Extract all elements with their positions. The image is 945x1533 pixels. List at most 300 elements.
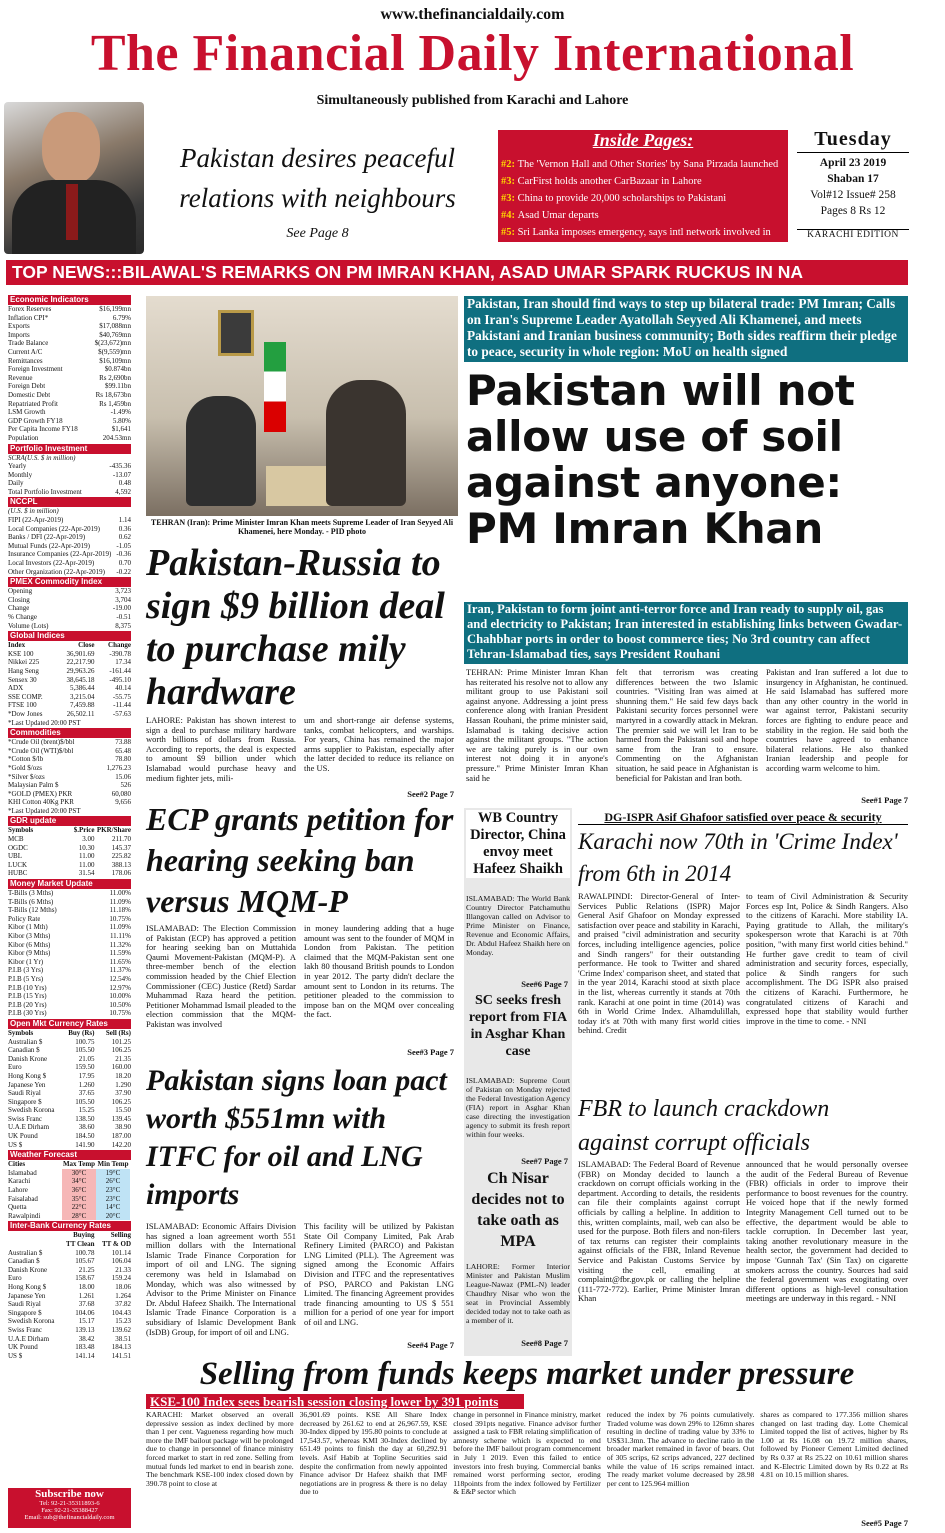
global-indices-table: [8, 641, 131, 718]
econ-row-cell: Exports: [8, 322, 30, 331]
econ-row: [8, 305, 131, 314]
econ-row-cell: Repatriated Profit: [8, 399, 58, 408]
global-row-cell: -390.78: [109, 649, 131, 658]
econ-row-cell: LSM Growth: [8, 408, 46, 417]
nccpl-row: [8, 550, 131, 559]
nccpl-heading: NCCPL: [8, 497, 131, 507]
global-row-cell: -161.44: [109, 666, 131, 675]
inside-page-text: The 'Vernon Hall and Other Stories' by Sana Pirzada launched: [517, 159, 779, 170]
money-market-row: [8, 889, 131, 898]
nisar-body: LAHORE: Former Interior Minister and Pakistan Muslim League-Nawaz (PML-N) leader Chaudhry Nisar who won the seat in Provincial Assembly decided today not to take oath as a member of it.: [466, 1262, 570, 1325]
open-market-header: [8, 1029, 131, 1038]
global-row: [8, 667, 131, 676]
gdr-row-cell: 11.00: [79, 852, 95, 861]
pmex-row-cell: 3,723: [115, 587, 131, 596]
lead-see-page[interactable]: See Page 8: [286, 226, 349, 241]
open-market-row-cell: Swiss Franc: [8, 1114, 43, 1123]
pmex-row-cell: -19.00: [112, 604, 131, 613]
econ-row-cell: Rs 18,673bn: [95, 390, 131, 399]
open-market-row-cell: 160.00: [111, 1063, 131, 1072]
global-row-cell: Hang Seng: [8, 666, 39, 675]
ispr-headline[interactable]: Karachi now 70th in 'Crime Index' from 6th in 2014: [578, 829, 898, 886]
global-header-cell: Index: [8, 641, 26, 650]
interbank-heading: Inter-Bank Currency Rates: [8, 1221, 131, 1231]
open-market-row-cell: 18.20: [115, 1071, 131, 1080]
open-market-row: [8, 1055, 131, 1064]
dateline-pages: Pages 8 Rs 12: [820, 205, 886, 217]
global-row: [8, 701, 131, 710]
pmex-row-cell: Volume (Lots): [8, 621, 49, 630]
econ-row-cell: Revenue: [8, 373, 33, 382]
inside-page-item[interactable]: [501, 190, 788, 207]
weather-header-cell: Max Temp: [62, 1160, 96, 1169]
nccpl-row-cell: -1.05: [116, 541, 131, 550]
weather-table: [8, 1160, 131, 1220]
global-row-cell: 5,386.44: [70, 684, 95, 693]
pmex-row-cell: Opening: [8, 587, 33, 596]
money-market-row-cell: 12.97%: [109, 983, 131, 992]
econ-row-cell: $17,088mn: [99, 322, 131, 331]
subscribe-box[interactable]: [8, 1488, 131, 1528]
weather-cell: 26°C: [96, 1177, 130, 1186]
interbank-row-cell: 141.14: [75, 1351, 95, 1360]
open-market-row-cell: 100.75: [75, 1037, 95, 1046]
money-market-table: [8, 889, 131, 1018]
commodity-row-cell: 1,276.23: [106, 763, 131, 772]
main-see-page[interactable]: See#1 Page 7: [861, 795, 908, 805]
russia-col-1: LAHORE: Pakistan has shown interest to sign a deal to purchase military hardware worth billions of dollars from Russia. According to reports, the deal is expected to amount $9 billion under which Islamabad would purchase heavy and medium fighter jets, mili-: [146, 716, 296, 783]
global-row-cell: 38,645.18: [66, 675, 95, 684]
nccpl-row-cell: -0.36: [116, 550, 131, 559]
sc-headline[interactable]: SC seeks fresh report from FIA in Asghar Khan case: [468, 993, 568, 1059]
russia-headline[interactable]: Pakistan-Russia to sign $9 billion deal to purchase mily hardware: [146, 542, 445, 713]
gdr-row-cell: 145.37: [111, 843, 131, 852]
money-market-row-cell: 10.00%: [109, 992, 131, 1001]
masthead-url[interactable]: www.thefinancialdaily.com: [380, 6, 565, 23]
money-market-row-cell: Kibor (3 Mths): [8, 932, 51, 940]
ispr-kicker: DG-ISPR Asif Ghafoor satisfied over peace & security: [578, 810, 908, 825]
portfolio-heading: Portfolio Investment: [8, 444, 131, 454]
wb-headline[interactable]: WB Country Director, China envoy meet Hafeez Shaikh: [466, 810, 570, 878]
open-market-heading: Open Mkt Currency Rates: [8, 1019, 131, 1029]
dateline-date: April 23 2019: [819, 157, 887, 169]
weather-cell: Karachi: [8, 1177, 31, 1186]
open-market-row-cell: Euro: [8, 1063, 22, 1072]
gdr-header-cell: PKR/Share: [96, 826, 131, 835]
pmex-row: [8, 604, 131, 613]
open-market-row-cell: US $: [8, 1140, 23, 1149]
money-market-row-cell: Kibor (1 Yr): [8, 957, 44, 966]
open-market-row-cell: 1.290: [115, 1080, 131, 1089]
inside-pages-list: [501, 156, 788, 258]
econ-row: [8, 339, 131, 348]
subscribe-phone: Tel: 92-21-35311893-6: [39, 1500, 100, 1507]
weather-cell: Islamabad: [8, 1168, 37, 1177]
commodity-row-cell: *Silver $/ozs: [8, 772, 45, 781]
ecp-col-2: in money laundering adding that a huge amount was sent to the founder of MQM in London from Pakistan. The petition claimed that the MQM-Pakistan sent one lakh 80 thousand British pounds to London in year 2012. The party didn't declare the amount sent to London in its returns. The petitioner pleaded to the commission to impose ban on the MQM over concealing the fact.: [304, 924, 454, 1020]
global-row-cell: 40.14: [115, 684, 131, 693]
gdr-row-cell: 31.54: [78, 869, 95, 878]
russia-see-page[interactable]: See#2 Page 7: [407, 789, 454, 799]
nccpl-row-cell: -0.22: [116, 567, 131, 576]
interbank-header-cell: [8, 1231, 58, 1240]
portfolio-row-cell: 0.48: [118, 479, 131, 488]
bottom-see-page[interactable]: See#5 Page 7: [861, 1518, 908, 1528]
interbank-row-cell: 37.68: [78, 1300, 95, 1309]
open-market-row-cell: 101.25: [111, 1037, 131, 1046]
open-market-row-cell: Singapore $: [8, 1097, 42, 1106]
money-market-row: [8, 898, 131, 907]
weather-cell: 19°C: [96, 1169, 130, 1178]
econ-row-cell: $16,109mn: [99, 356, 131, 365]
open-market-row-cell: 37.65: [78, 1089, 95, 1098]
gdr-row: [8, 852, 131, 861]
sc-see-page[interactable]: See#7 Page 7: [521, 1156, 568, 1166]
commodity-row-cell: *Gold $/ozs: [8, 763, 43, 772]
interbank-row: [8, 1257, 131, 1266]
interbank-row-cell: UK Pound: [8, 1343, 38, 1352]
masthead-title: The Financial Daily International: [90, 25, 855, 82]
nccpl-table: [8, 516, 131, 576]
interbank-subheader: [8, 1240, 131, 1249]
money-market-row: [8, 949, 131, 958]
fbr-col-2: announced that he would personally oversee the audit of the Federal Bureau of Revenue (FBR) officials in order to improve their performance to boost revenues for the country. He voiced hope that if the newly formed Integrity Management Cell turned out to be effective, the department would be able to tackle corruption. In December last year, taking another revolutionary measure in the health sector, the government had decided to impose 'Gunnah Tax' (Sin Tax) on cigarette smokers across the country. Sources had said the federal government was exogitating over different options as high-level consultation meetings are underway in this regard. - NNI: [746, 1160, 908, 1304]
masthead-subtitle: Simultaneously published from Karachi and Lahore: [316, 93, 629, 108]
inside-page-item[interactable]: [501, 207, 788, 224]
gdr-table: [8, 826, 131, 878]
interbank-row-cell: 139.13: [75, 1325, 95, 1334]
weather-cell: 20°C: [96, 1212, 130, 1221]
money-market-row-cell: 10.75%: [109, 1009, 131, 1018]
commodity-row: [8, 738, 131, 747]
ecp-headline[interactable]: ECP grants petition for hearing seeking ban versus MQM-P: [146, 801, 454, 919]
open-market-header-cell: Buy (Rs): [68, 1028, 95, 1037]
itfc-col-2: This facility will be utilized by Pakistan State Oil Company Limited, Pak Arab Refinery Limited (PARCO) and Pakistan LNG Limited (PLL). The Agreement was signed among the Economic Affairs Division and ITFC and the representatives of PSO, PARCO and Pakistan LNG Limited. The financing Agreement provides trade financing amounting to US $ 551 million for a period of one year for import of oil and LNG.: [304, 1222, 454, 1327]
money-market-row: [8, 992, 131, 1001]
global-row: [8, 676, 131, 685]
portfolio-row-cell: -13.07: [112, 470, 131, 479]
nccpl-row-cell: Local Companies (22-Apr-2019): [8, 524, 101, 533]
nccpl-note: (U.S. $ in million): [8, 507, 59, 516]
pmex-row-cell: % Change: [8, 613, 37, 621]
weather-row: [8, 1203, 131, 1212]
ecp-col-1: ISLAMABAD: The Election Commission of Pakistan (ECP) has approved a petition for hearing seeking ban on Muttahida Qaumi Movement-Pakistan (MQM-P). A three-member bench of the election commission headed by the Chief Election Commissioner (CEC) Justice (Retd) Sardar Muhammad Raza heard the petition. Petitioner Mohammad Ismail pleaded to the election commission that the MQM-Pakistan was involved: [146, 924, 296, 1029]
gdr-row-cell: 211.70: [112, 835, 131, 844]
money-market-row-cell: P.I.B (3 Yrs): [8, 966, 44, 975]
bottom-col-2: 36,901.69 points. KSE All Share Index decreased by 261.62 to end at 26,967.59, KSE 30-Index dipped by 195.80 points to conclude at 17,543.57, whereas KMI 30-Index declined by 651.49 points to finish the day at 60,292.91 levels. Asif Habib at Topline Securities said despite the confirmation from newly appointed Finance advisor Dr Hafeez shaikh that IMF negotiations are in progress & there is no delay due to: [299, 1411, 448, 1497]
dateline-day: Tuesday: [814, 128, 892, 150]
interbank-row: [8, 1309, 131, 1318]
global-row-cell: 17.34: [115, 658, 131, 667]
main-col-1: TEHRAN: Prime Minister Imran Khan has reiterated his resolve not to allow any militant group to use Pakistani soil against anyone. Addressing a joint press conference along with Iranian President Hassan Rouhani, the prime minister said, Islamabad is taking decisive action against the militant groups. "The action we are taking purely is in our own interest not doing it in anyone's pressure." Prime Minister Imran Khan said he: [466, 668, 608, 783]
fbr-headline[interactable]: [578, 1092, 908, 1160]
money-market-row-cell: 11.32%: [109, 940, 131, 949]
global-row-cell: KSE 100: [8, 649, 34, 658]
global-row: [8, 710, 131, 719]
portfolio-row-cell: Monthly: [8, 470, 33, 479]
photo-tehran-meeting: [146, 296, 458, 516]
money-market-row-cell: Policy Rate: [8, 914, 41, 923]
photo-caption: TEHRAN (Iran): Prime Minister Imran Khan meets Supreme Leader of Iran Seyyed Ali Khamenei, here Monday. - PID photo: [150, 518, 454, 536]
global-row-cell: FTSE 100: [8, 701, 37, 710]
subscribe-title: Subscribe now: [35, 1488, 104, 1500]
portfolio-row: [8, 471, 131, 480]
interbank-row-cell: Danish Krone: [8, 1265, 48, 1274]
money-market-row: [8, 1009, 131, 1018]
bottom-columns: [146, 1411, 908, 1521]
inside-page-text: Sri Lanka imposes emergency, says intl network involved in attacks: [501, 227, 771, 255]
econ-row: [8, 357, 131, 366]
global-row-cell: Nikkei 225: [8, 658, 40, 667]
main-deck-top: Pakistan, Iran should find ways to step up bilateral trade: PM Imran; Calls on Iran's Supreme Leader Ayatollah Seyyed Ali Khamenei, and meets Pakistani and Iranian business community; Both sides reaffirm their pledge to peace, security in whole region: MoU on health signed: [464, 296, 908, 362]
bottom-col-5: shares as compared to 177.356 million shares changed on last trading day. Lotte Chemical Limited topped the list of actives, higher by Rs 1.00 at Rs 16.08 on 19.72 million shares, followed by Pioneer Cement Limited declined by Rs 0.37 at Rs 25.22 on 10.61 million shares and K-Electric Limited down by Rs 0.22 at Rs 4.81 on 10.15 million shares.: [760, 1411, 908, 1480]
dateline-box: [797, 128, 909, 244]
econ-row: [8, 425, 131, 434]
inside-page-number: #4:: [501, 210, 518, 221]
interbank-row-cell: 18.06: [115, 1282, 131, 1291]
money-market-row-cell: 11.00%: [109, 889, 131, 898]
nccpl-row-cell: Banks / DFI (22-Apr-2019): [8, 533, 86, 542]
open-market-row: [8, 1081, 131, 1090]
market-sidebar: [8, 294, 131, 1360]
econ-row-cell: Per Capita Income FY18: [8, 425, 78, 434]
interbank-row-cell: US $: [8, 1351, 23, 1360]
open-market-row: [8, 1063, 131, 1072]
gdr-row-cell: 3.00: [82, 835, 95, 844]
main-headline[interactable]: Pakistan will not allow use of soil against anyone: PM Imran Khan: [466, 366, 855, 553]
money-market-row: [8, 915, 131, 924]
open-market-row-cell: 105.50: [75, 1097, 95, 1106]
interbank-row-cell: 184.13: [111, 1343, 131, 1352]
ispr-col-2: to team of Civil Administration & Security Forces esp Int, Police & Sindh Rangers. Also to the citizens of Karachi. More stability IA. Paying gratitude to Allah, the military's spokesperson wrote that Karachi is at 70th position, "with many first world cities behind." He further gave credit to team of civil administration and security forces, especially, police & Sindh rangers for such accomplishment. The DG ISPR also praised the citizens of Karachi. Furthermore, he congratulated citizens of Karachi and expressed hope that stability would further improve in the time to come. - NNI: [746, 892, 908, 1026]
interbank-row-cell: Singapore $: [8, 1308, 42, 1317]
inside-page-text: Asad Umar departs: [517, 210, 599, 221]
commodity-row: [8, 773, 131, 782]
global-row-cell: 36,901.69: [66, 649, 95, 658]
global-row: [8, 684, 131, 693]
open-market-header-cell: Sell (Rs): [105, 1028, 131, 1037]
bottom-col-4: reduced the index by 76 points cumulatively. Traded volume was down 29% to 126mn shares resulting in decline of trading value by 33% to US$31.3mn. The advance to decline ratio in the broader market remained in favor of bears. Out of 305 scrips, 62 scrips advanced, 227 declined while the value of 16 scrips remained intact. The ready market volume decreased by 28.98 per cent to 125.964 million: [606, 1411, 755, 1488]
weather-cell: Lahore: [8, 1186, 28, 1195]
itfc-headline[interactable]: Pakistan signs loan pact worth $551mn with ITFC for oil and LNG imports: [146, 1064, 447, 1211]
money-market-row-cell: Kibor (9 Mths): [8, 949, 51, 958]
commodity-row-cell: *GOLD (PMEX) PKR: [8, 789, 73, 798]
commodities-heading: Commodities: [8, 728, 131, 738]
open-market-row-cell: Swedish Korona: [8, 1106, 55, 1115]
itfc-see-page[interactable]: See#4 Page 7: [407, 1340, 454, 1350]
portfolio-row: [8, 462, 131, 471]
nccpl-row: [8, 525, 131, 534]
photo-shah-mahmood-qureshi: [4, 102, 144, 254]
pmex-row-cell: Change: [8, 604, 30, 613]
wb-body: ISLAMABAD: The World Bank Country Director Patchamuthu Illangovan called on Advisor to Prime Minister on Finance, Revenue and Economic Affairs, Dr. Abdul Hafeez Shaikh here on Monday.: [466, 894, 570, 957]
ispr-col-1: RAWALPINDI: Director-General of Inter-Services Public Relations (ISPR) Major General Asif Ghafoor on Monday expressed satisfaction over peace and stability in Karachi, and praised "civil administration and security forces, including intelligence agencies, police and Sindh rangers" for their outstanding performance. He took to Twitter and shared 'Crime Index' comparison sheet, and stated that in the year 2014, Karachi stood at sixth place in the list, whereas currently it stands at 70th rank. Karachi at one point in time (2014) was 6th in World Crime Index. Alhamdulillah, today it's at 70th with many first world cities behind. Credit: [578, 892, 740, 1036]
interbank-row-cell: Japanese Yen: [8, 1291, 46, 1300]
econ-row-cell: Rs 1,459bn: [99, 399, 131, 408]
gdr-row-cell: LUCK: [8, 860, 28, 869]
econ-row-cell: Foreign Debt: [8, 382, 46, 391]
econ-row-cell: 204.53mn: [102, 433, 131, 442]
interbank-row-cell: 104.06: [75, 1308, 95, 1317]
gdr-heading: GDR update: [8, 816, 131, 826]
main-deck-mid: Iran, Pakistan to form joint anti-terror force and Iran ready to supply oil, gas and electricity to Pakistan; Iran interested in establishing links between Gwadar-Chahbhar ports in order to boost commerce ties; No 3rd country can affect Tehran-Islamabad ties, says President Rouhani: [464, 602, 908, 664]
commodity-row-cell: *Crude Oil (brent)$/bbl: [8, 738, 75, 747]
interbank-row: [8, 1266, 131, 1275]
commodity-row-cell: 73.88: [115, 738, 131, 747]
money-market-row-cell: P.I.B (5 Yrs): [8, 974, 44, 983]
gdr-header-cell: $.Price: [73, 826, 95, 835]
open-market-row-cell: 21.35: [115, 1054, 131, 1063]
gdr-row-cell: UBL: [8, 852, 22, 861]
pmex-table: [8, 587, 131, 630]
inside-page-number: #5:: [501, 227, 518, 238]
global-row-cell: 29,963.26: [66, 666, 95, 675]
commodity-row-cell: 65.48: [115, 746, 131, 755]
open-market-row-cell: 138.50: [75, 1114, 95, 1123]
commodity-row-cell: 526: [120, 781, 131, 790]
lead-headline[interactable]: [150, 138, 485, 218]
weather-cell: Rawalpindi: [8, 1211, 41, 1220]
commodity-row: [8, 790, 131, 799]
global-row-cell: Sensex 30: [8, 675, 37, 684]
nccpl-row-cell: Other Organization (22-Apr-2019): [8, 567, 105, 576]
open-market-row-cell: Australian $: [8, 1037, 43, 1046]
pmex-row-cell: Closing: [8, 595, 30, 604]
global-row-cell: -55.75: [112, 692, 131, 701]
econ-table: [8, 305, 131, 443]
interbank-row-cell: 1.264: [115, 1291, 131, 1300]
commodity-row: [8, 781, 131, 790]
interbank-row-cell: 38.51: [115, 1334, 131, 1343]
inside-page-number: #3:: [501, 176, 518, 187]
econ-row: [8, 391, 131, 400]
nccpl-row: [8, 533, 131, 542]
lead-headline-line-2: relations with neighbours: [179, 183, 456, 213]
money-market-row-cell: 11.65%: [109, 957, 131, 966]
interbank-row: [8, 1352, 131, 1361]
open-market-row: [8, 1046, 131, 1055]
econ-row: [8, 382, 131, 391]
econ-row-cell: Forex Reserves: [8, 305, 52, 313]
commodities-note: *Last Updated 20:00 PST: [8, 806, 81, 815]
interbank-header: [8, 1231, 131, 1240]
inside-page-text: China to provide 20,000 scholarships to Pakistani: [517, 193, 727, 204]
weather-cell: 28°C: [62, 1212, 96, 1221]
inside-page-item[interactable]: [501, 224, 788, 258]
nisar-see-page[interactable]: See#8 Page 7: [521, 1338, 568, 1348]
interbank-row-cell: 37.82: [115, 1300, 131, 1309]
open-market-row-cell: 37.90: [115, 1089, 131, 1098]
money-market-row-cell: T-Bills (3 Mths): [8, 889, 54, 898]
interbank-row-cell: 105.67: [75, 1257, 95, 1266]
top-news-banner[interactable]: TOP NEWS:::BILAWAL'S REMARKS ON PM IMRAN KHAN, ASAD UMAR SPARK RUCKUS IN NA: [6, 260, 908, 285]
money-market-row: [8, 1001, 131, 1010]
ecp-see-page[interactable]: See#3 Page 7: [407, 1047, 454, 1057]
econ-row-cell: Trade Balance: [8, 339, 49, 348]
gdr-row-cell: 10.30: [78, 843, 95, 852]
open-market-row-cell: 105.50: [75, 1046, 95, 1055]
portfolio-table: [8, 462, 131, 496]
open-market-row: [8, 1141, 131, 1150]
open-market-header-cell: Symbols: [8, 1028, 34, 1037]
econ-row-cell: 5.80%: [112, 416, 131, 425]
open-market-row-cell: 184.50: [75, 1132, 95, 1141]
commodity-row-cell: 60,080: [111, 789, 131, 798]
open-market-row-cell: 159.50: [75, 1063, 95, 1072]
dateline-edition: KARACHI EDITION: [797, 229, 909, 240]
global-row: [8, 693, 131, 702]
interbank-row-cell: Euro: [8, 1274, 22, 1283]
global-header: [8, 641, 131, 650]
open-market-row-cell: 142.20: [111, 1140, 131, 1149]
interbank-row: [8, 1274, 131, 1283]
commodities-table: [8, 738, 131, 807]
portfolio-row: [8, 488, 131, 497]
econ-row-cell: Imports: [8, 330, 30, 339]
money-market-row-cell: 10.50%: [109, 1000, 131, 1009]
money-market-row-cell: P.I.B (30 Yrs): [8, 1009, 47, 1018]
global-heading: Global Indices: [8, 631, 131, 641]
commodity-row: [8, 747, 131, 756]
gdr-row-cell: 178.06: [111, 869, 131, 878]
open-market-row: [8, 1106, 131, 1115]
weather-row: [8, 1177, 131, 1186]
interbank-row-cell: Swedish Korona: [8, 1317, 55, 1326]
open-market-table: [8, 1029, 131, 1149]
subscribe-email[interactable]: Email: sub@thefinancialdaily.com: [24, 1514, 115, 1521]
open-market-row-cell: Danish Krone: [8, 1054, 48, 1063]
inside-page-item[interactable]: [501, 156, 788, 173]
nccpl-row: [8, 542, 131, 551]
money-market-row: [8, 923, 131, 932]
commodity-row-cell: KHI Cotton 40Kg PKR: [8, 798, 74, 807]
money-market-row-cell: P.I.B (15 Yrs): [8, 992, 47, 1001]
econ-row-cell: Inflation CPI*: [8, 313, 49, 322]
wb-see-page[interactable]: See#6 Page 7: [521, 979, 568, 989]
open-market-row-cell: 141.90: [75, 1140, 95, 1149]
open-market-row: [8, 1123, 131, 1132]
inside-page-number: #2:: [501, 159, 518, 170]
nisar-headline[interactable]: Ch Nisar decides not to take oath as MPA: [471, 1170, 565, 1250]
open-market-row: [8, 1115, 131, 1124]
interbank-row-cell: 100.78: [75, 1248, 95, 1257]
gdr-row: [8, 844, 131, 853]
nccpl-row-cell: Insurance Companies (22-Apr-2019): [8, 550, 112, 559]
portfolio-row-cell: -435.36: [109, 462, 131, 471]
gdr-row: [8, 861, 131, 870]
money-market-row-cell: 11.37%: [109, 966, 131, 975]
inside-page-item[interactable]: [501, 173, 788, 190]
main-col-2: felt that terrorism was creating differences between the two Islamic countries. "Visiting Iran was aimed at shunning them." He said few days back Pakistani security forces personnel were martyred in a cowardly attack in Mekran. The premier said we will let Iran to be harmed from the Pakistani soil and hope same from the Iran to ensure. Commenting on the Afghanistan situation, he said peace in Afghanistan is beneficial for Pakistan and Iran both.: [616, 668, 758, 783]
global-row-cell: SSE COMP.: [8, 692, 43, 701]
money-market-row: [8, 958, 131, 967]
econ-heading: Economic Indicators: [8, 295, 131, 305]
interbank-row-cell: 15.17: [78, 1317, 95, 1326]
commodity-row-cell: Malaysian Palm $: [8, 781, 59, 790]
gdr-row-cell: 11.00: [79, 860, 95, 869]
gdr-row: [8, 835, 131, 844]
interbank-row-cell: 18.00: [78, 1282, 95, 1291]
bottom-kicker: KSE-100 Index sees bearish session closing lower by 391 points: [146, 1394, 524, 1409]
weather-heading: Weather Forecast: [8, 1150, 131, 1160]
pmex-heading: PMEX Commodity Index: [8, 577, 131, 587]
open-market-row-cell: 187.00: [111, 1132, 131, 1141]
nccpl-row-cell: 0.62: [118, 533, 131, 542]
interbank-row: [8, 1292, 131, 1301]
open-market-row-cell: 106.25: [111, 1046, 131, 1055]
interbank-row: [8, 1335, 131, 1344]
bottom-headline[interactable]: Selling from funds keeps market under pressure: [199, 1356, 855, 1392]
